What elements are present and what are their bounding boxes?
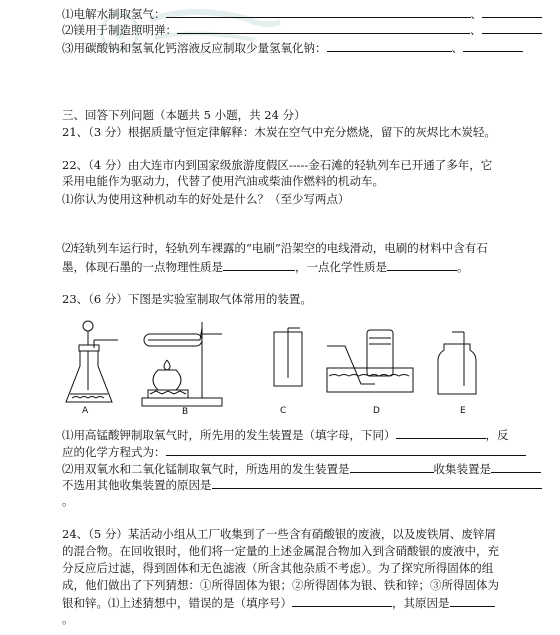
answer-blank[interactable] [177, 22, 470, 34]
figure-label-b: B [182, 407, 189, 417]
figure-label-c: C [280, 406, 287, 416]
apparatus-a-erlenmeyer-flask [60, 318, 120, 410]
answer-blank[interactable] [482, 6, 542, 18]
q22-line: ⑵轻轨列车运行时，轻轨列车裸露的“电刷”沿架空的电线滑动，电刷的材料中含有石 [62, 241, 488, 255]
q23-intro: 23、（6 分）下图是实验室制取气体常用的装置。 [62, 292, 312, 306]
answer-blank[interactable] [223, 259, 295, 271]
q24-line: 成，他们做出了下列猜想：①所得固体为银；②所得固体为银、铁和锌；③所得固体为 [62, 578, 499, 592]
answer-blank[interactable] [327, 40, 452, 52]
answer-blank[interactable] [450, 595, 495, 607]
answer-blank[interactable] [396, 427, 486, 439]
q22-line: ⑴你认为使用这种机动车的好处是什么？（至少写两点） [62, 192, 350, 206]
answer-blank[interactable] [166, 444, 526, 456]
q21-text: 21、（3 分）根据质量守恒定律解释：木炭在空气中充分燃烧，留下的灰烬比木炭轻。 [62, 125, 496, 139]
apparatus-b-heating-tube [140, 320, 230, 410]
apparatus-e-downward-collection [436, 330, 486, 396]
q20-item-2: ⑵镁用于制造照明弹： 、 [62, 22, 542, 37]
answer-blank[interactable] [482, 22, 542, 34]
q23-end: 。 [62, 494, 74, 508]
figure-label-e: E [460, 406, 466, 416]
figure-label-d: D [373, 406, 380, 416]
apparatus-c-upward-collection [268, 328, 308, 390]
answer-blank[interactable] [212, 477, 542, 489]
answer-blank[interactable] [292, 595, 392, 607]
answer-blank[interactable] [463, 40, 523, 52]
q24-line: 分反应后过滤，得到固体和无色滤液（所含其他杂质不考虑）。为了探究所得固体的组 [62, 561, 494, 575]
q24-line: 24、（5 分）某活动小组从工厂收集到了一些含有硝酸银的废液，以及废铁屑、废锌屑 [62, 527, 496, 541]
section-heading: 三、回答下列问题（本题共 5 小题，共 24 分） [62, 108, 306, 122]
q24-end: 。 [62, 612, 74, 626]
answer-blank[interactable] [491, 461, 541, 473]
q22-line: 22、（4 分）由大连市内到国家级旅游度假区-----金石滩的轻轨列车已开通了多年，它 [62, 158, 493, 172]
q23-part-1: ⑴用高锰酸钾制取氧气时，所先用的发生装置是（填字母，下同） ，反 [62, 428, 509, 442]
q22-line: 墨，体现石墨的一点物理性质是 ，一点化学性质是 。 [62, 260, 469, 274]
apparatus-d-water-displacement [325, 328, 415, 396]
q23-part-2-reason: 不选用其他收集装置的原因是 [62, 477, 542, 492]
answer-blank[interactable] [166, 6, 471, 18]
answer-blank[interactable] [350, 461, 434, 473]
q20-item-3: ⑶用碳酸钠和氢氧化钙溶液反应制取少量氢氧化钠： 、 [62, 40, 523, 55]
q24-line: 银和锌。⑴上述猜想中，错误的是（填序号） ，其原因是 [62, 595, 495, 610]
figure-label-a: A [82, 406, 89, 416]
q22-line: 采用电能作为驱动力，代替了使用汽油或柴油作燃料的机动车。 [62, 174, 384, 188]
q23-part-1-equation: 应的化学方程式为： [62, 444, 526, 459]
q24-line: 的混合物。在回收银时，他们将一定量的上述金属混合物加入到含硝酸银的废液中，充 [62, 544, 499, 558]
q20-item-1: ⑴电解水制取氢气： 、 [62, 6, 542, 21]
q23-part-2: ⑵用双氧水和二氧化锰制取氧气时，所选用的发生装置是 收集装置是 [62, 461, 541, 476]
answer-blank[interactable] [387, 259, 457, 271]
